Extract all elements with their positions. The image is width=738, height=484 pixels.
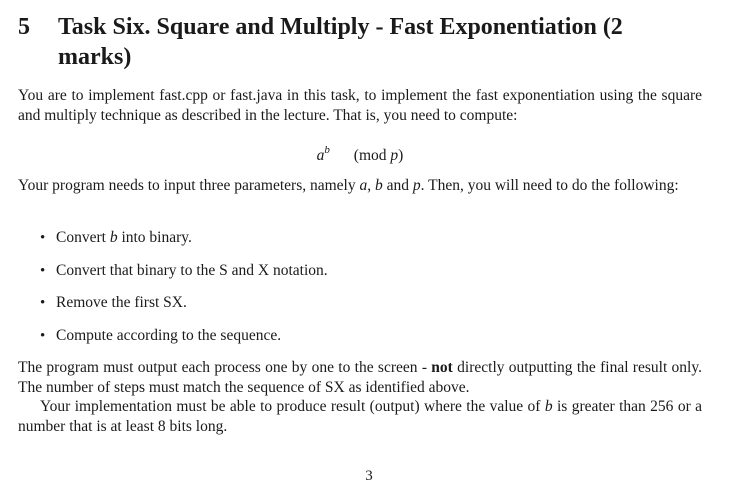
intro-paragraph: You are to implement fast.cpp or fast.java in this task, to implement the fast exponentiation using the square and multiply technique as described in the lecture. That is, you need to compute:	[18, 87, 702, 124]
formula-modulus: p	[390, 147, 399, 164]
comma-separator: ,	[367, 177, 375, 194]
list-item	[40, 293, 700, 326]
list-item	[40, 228, 700, 261]
list-item	[40, 326, 700, 359]
section-number: 5	[18, 14, 30, 40]
formula-mod-close: )	[398, 147, 404, 164]
output-text-after: directly outputting the final result only. The number of steps must match the sequence of SX as identified above.	[18, 359, 702, 396]
list-item-text: Compute according to the sequence.	[56, 326, 282, 344]
steps-list	[40, 228, 700, 358]
output-paragraph	[18, 358, 702, 397]
requirement-paragraph	[18, 397, 702, 436]
requirement-var-b: b	[544, 398, 553, 415]
bullet-icon: •	[40, 295, 46, 311]
output-text-before: The program must output each process one by one to the screen -	[18, 359, 432, 376]
section-heading	[18, 12, 702, 72]
bullet-icon: •	[40, 262, 46, 279]
list-item-text	[56, 228, 192, 248]
formula-display	[18, 140, 702, 166]
parameters-text-before: Your program needs to input three parameters, namely	[18, 177, 360, 194]
list-item-text: Remove the first SX.	[56, 294, 187, 311]
list-item-text: Convert that binary to the S and X notation.	[56, 261, 328, 279]
list-item-text-before: Convert	[56, 229, 110, 246]
page-number: 3	[365, 468, 373, 484]
var-a: a	[359, 177, 368, 194]
formula-base: a	[316, 147, 325, 164]
list-item-var-b: b	[109, 229, 118, 246]
formula-exponent: b	[324, 144, 330, 156]
list-item-text-after: into binary.	[117, 229, 192, 246]
var-b: b	[374, 177, 383, 194]
list-item	[40, 261, 700, 294]
parameters-paragraph	[18, 176, 702, 196]
formula-mod	[354, 147, 404, 164]
bullet-icon: •	[40, 230, 46, 246]
bullet-icon: •	[40, 327, 46, 344]
section-title: Task Six. Square and Multiply - Fast Exponentiation (2 marks)	[58, 14, 623, 70]
and-word: and	[382, 177, 413, 194]
parameters-text-after: . Then, you will need to do the following:	[420, 177, 679, 194]
emphasis-not: not	[431, 359, 453, 376]
var-p: p	[412, 177, 421, 194]
requirement-text-before: Your implementation must be able to produce result (output) where the value of	[40, 398, 545, 415]
requirement-text-after: is greater than 256 or a number that is at least 8 bits long.	[18, 398, 702, 435]
formula-mod-open: (mod	[353, 147, 391, 164]
